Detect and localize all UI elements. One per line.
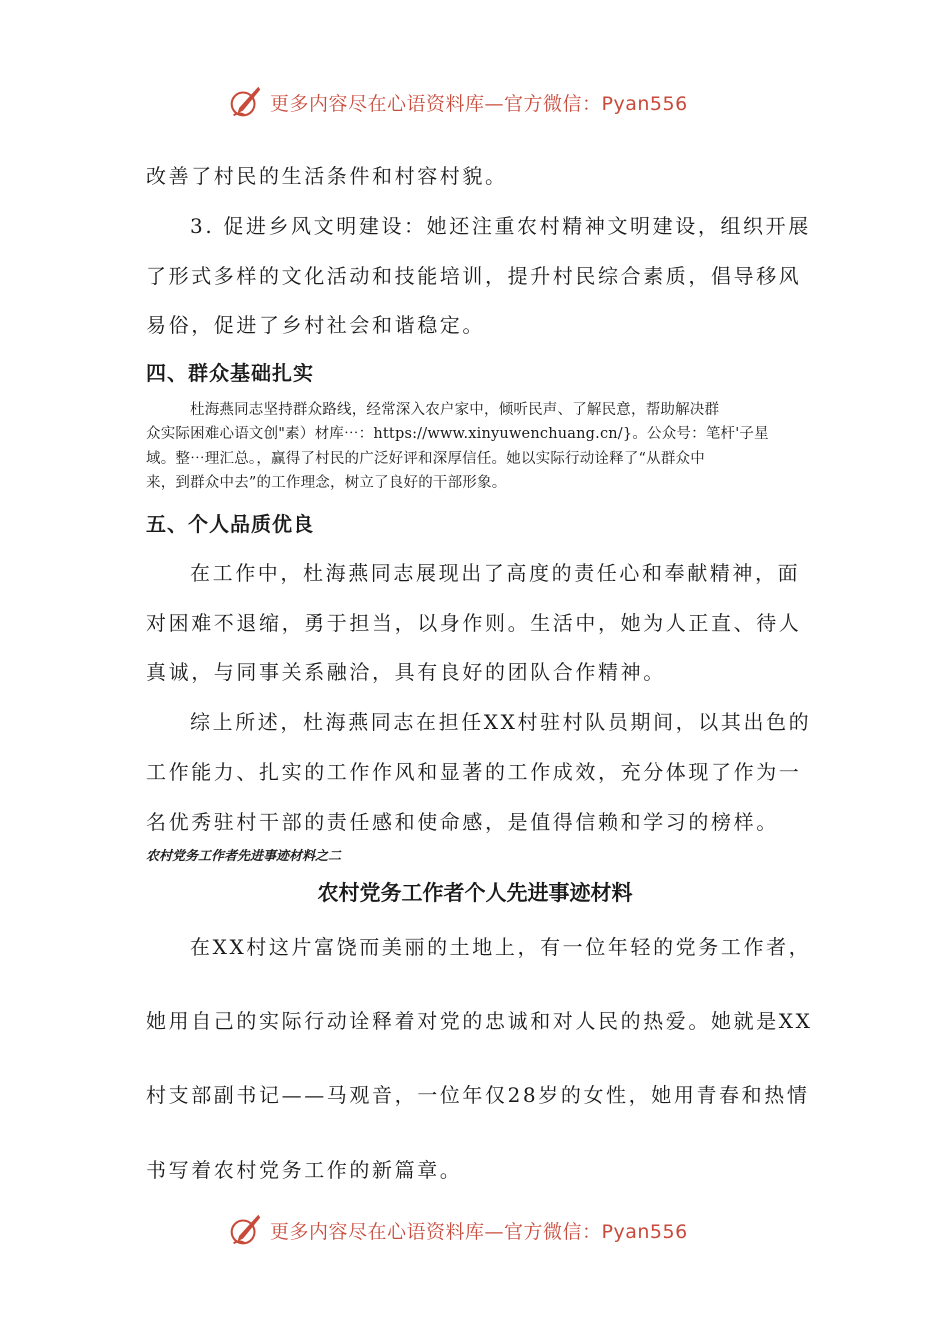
paragraph-line: 了形式多样的文化活动和技能培训，提升村民综合素质，倡导移风 bbox=[146, 264, 802, 288]
footer-banner bbox=[226, 1210, 688, 1250]
section4-line: 域。整⋯理汇总。，赢得了村民的广泛好评和深厚信任。她以实际行动诠释了“从群众中 bbox=[146, 451, 705, 467]
banner-wechat: Pyan556 bbox=[601, 1220, 688, 1243]
section5-line: 综上所述，杜海燕同志在担任XX村驻村队员期间，以其出色的 bbox=[190, 710, 812, 734]
section5-line: 名优秀驻村干部的责任感和使命感，是值得信赖和学习的榜样。 bbox=[146, 810, 779, 834]
article-line: 在XX村这片富饶而美丽的土地上，有一位年轻的党务工作者， bbox=[190, 935, 812, 959]
quill-pen-logo-icon bbox=[226, 1211, 264, 1249]
section5-line: 对困难不退缩，勇于担当，以身作则。生活中，她为人正直、待人 bbox=[146, 611, 802, 635]
article-line: 书写着农村党务工作的新篇章。 bbox=[146, 1158, 463, 1182]
section5-line: 在工作中，杜海燕同志展现出了高度的责任心和奉献精神，面 bbox=[190, 561, 801, 585]
article-line: 村支部副书记——马观音，一位年仅28岁的女性，她用青春和热情 bbox=[146, 1083, 810, 1107]
paragraph-line: 3. 促进乡风文明建设：她还注重农村精神文明建设，组织开展 bbox=[190, 214, 811, 238]
section4-line: 众实际困难心语文创"素）材库⋯：https://www.xinyuwenchuang.cn/}。公众号：笔杆'子星 bbox=[146, 426, 769, 442]
paragraph-line: 易俗，促进了乡村社会和谐稳定。 bbox=[146, 313, 485, 337]
article-title: 农村党务工作者个人先进事迹材料 bbox=[317, 880, 633, 905]
article-line: 她用自己的实际行动诠释着对党的忠诚和对人民的热爱。她就是XX bbox=[146, 1009, 813, 1033]
section5-line: 真诚，与同事关系融洽，具有良好的团队合作精神。 bbox=[146, 660, 666, 684]
banner-wechat: Pyan556 bbox=[601, 92, 688, 115]
article-subtitle: 农村党务工作者先进事迹材料之二 bbox=[146, 849, 342, 864]
paragraph-line: 改善了村民的生活条件和村容村貌。 bbox=[146, 164, 508, 188]
banner-text: 更多内容尽在心语资料库—官方微信：Pyan556 bbox=[270, 92, 688, 115]
quill-pen-logo-icon bbox=[226, 83, 264, 121]
header-banner bbox=[226, 82, 688, 122]
banner-text: 更多内容尽在心语资料库—官方微信：Pyan556 bbox=[270, 1220, 688, 1243]
section4-line: 来，到群众中去”的工作理念，树立了良好的干部形象。 bbox=[146, 475, 507, 491]
section4-heading: 四、群众基础扎实 bbox=[146, 361, 314, 385]
section5-heading: 五、个人品质优良 bbox=[146, 512, 314, 536]
section4-line: 杜海燕同志坚持群众路线，经常深入农户家中，倾听民声、了解民意，帮助解决群 bbox=[190, 402, 720, 418]
section5-line: 工作能力、扎实的工作作风和显著的工作成效，充分体现了作为一 bbox=[146, 760, 802, 784]
